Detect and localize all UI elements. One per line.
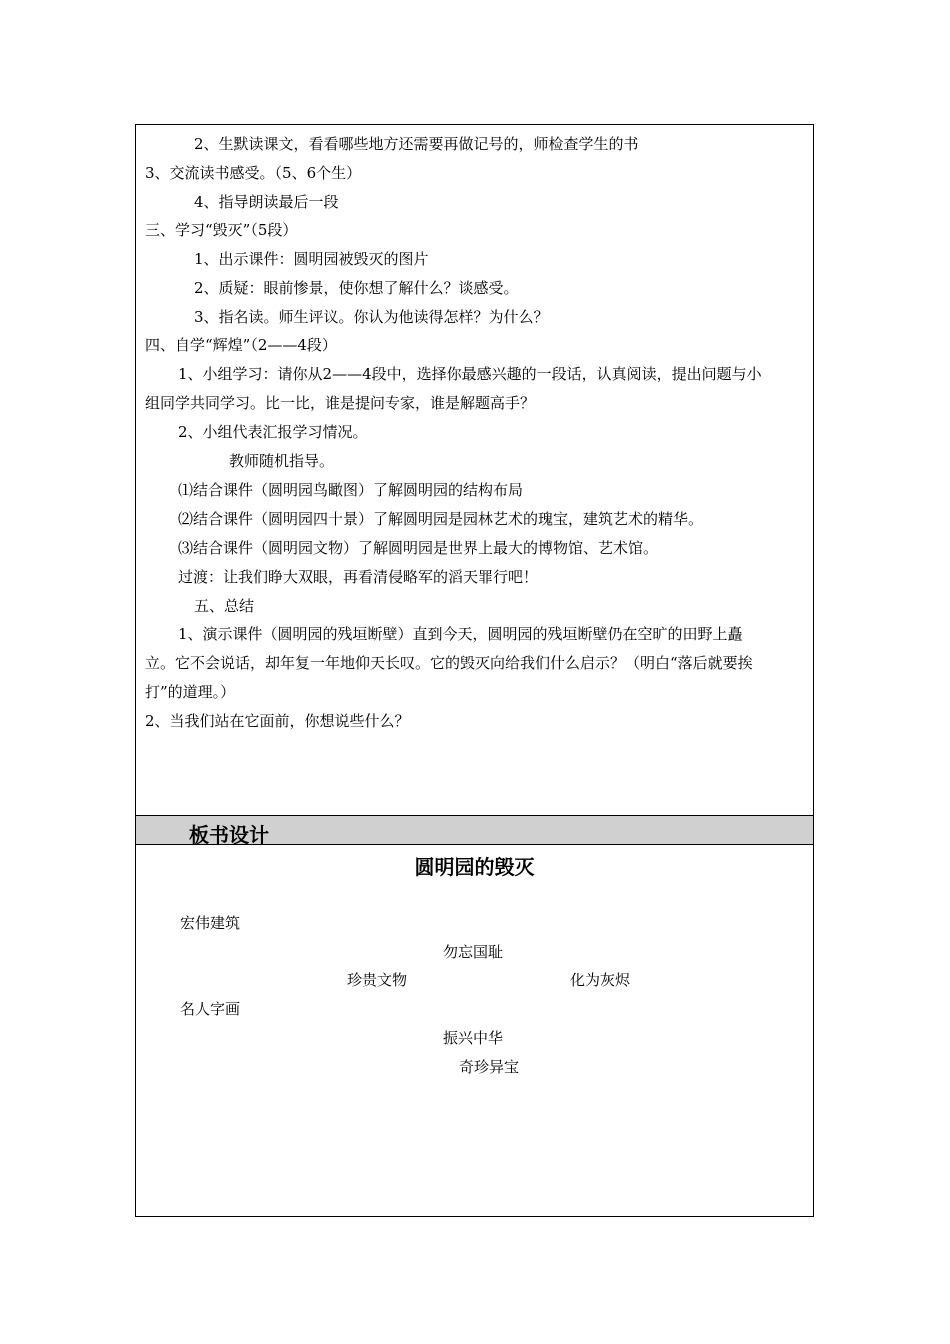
lesson-line: ⑶结合课件（圆明园文物）了解圆明园是世界上最大的博物馆、艺术馆。 bbox=[178, 539, 659, 557]
lesson-plan-table bbox=[135, 124, 814, 1217]
board-item-mid-right: 化为灰烬 bbox=[570, 971, 631, 989]
lesson-line: 3、交流读书感受。（5、6个生） bbox=[145, 164, 362, 182]
board-item-center-last: 奇珍异宝 bbox=[459, 1058, 520, 1076]
lesson-line: ⑵结合课件（圆明园四十景）了解圆明园是园林艺术的瑰宝，建筑艺术的精华。 bbox=[178, 510, 704, 528]
board-item-left-top: 宏伟建筑 bbox=[180, 914, 241, 932]
lesson-line: 1、演示课件（圆明园的残垣断壁）直到今天，圆明园的残垣断壁仍在空旷的田野上矗 bbox=[178, 625, 743, 643]
section-header-label: 板书设计 bbox=[189, 823, 269, 847]
lesson-line: 2、质疑：眼前惨景，使你想了解什么？谈感受。 bbox=[194, 279, 519, 297]
lesson-line: 立。它不会说话，却年复一年地仰天长叹。它的毁灭向给我们什么启示？（明白“落后就要挨 bbox=[145, 654, 753, 672]
lesson-line: 1、小组学习：请你从2——4段中，选择你最感兴趣的一段话，认真阅读，提出问题与小 bbox=[178, 365, 762, 383]
board-item-center-bottom: 振兴中华 bbox=[443, 1029, 504, 1047]
lesson-line: 过渡：让我们睁大双眼，再看清侵略军的滔天罪行吧！ bbox=[178, 568, 539, 586]
lesson-line: 四、自学“辉煌”（2——4段） bbox=[145, 336, 337, 354]
lesson-line: 4、指导朗读最后一段 bbox=[194, 193, 339, 211]
board-item-mid-left: 珍贵文物 bbox=[347, 971, 408, 989]
lesson-line: 2、生默读课文，看看哪些地方还需要再做记号的，师检查学生的书 bbox=[194, 135, 639, 153]
lesson-line: 2、当我们站在它面前，你想说些什么？ bbox=[145, 712, 410, 730]
lesson-line: 2、小组代表汇报学习情况。 bbox=[178, 423, 368, 441]
lesson-line: ⑴结合课件（圆明园鸟瞰图）了解圆明园的结构布局 bbox=[178, 481, 524, 499]
lesson-line: 打”的道理。） bbox=[145, 683, 236, 701]
board-item-left-bottom: 名人字画 bbox=[180, 1000, 241, 1018]
lesson-line: 组同学共同学习。比一比，谁是提问专家，谁是解题高手？ bbox=[145, 394, 536, 412]
lesson-line: 三、学习“毁灭”（5段） bbox=[145, 221, 298, 239]
board-item-center-top: 勿忘国耻 bbox=[443, 943, 504, 961]
board-design-header bbox=[136, 815, 813, 845]
board-title: 圆明园的毁灭 bbox=[414, 855, 535, 879]
lesson-line: 3、指名读。师生评议。你认为他读得怎样？为什么？ bbox=[194, 308, 549, 326]
lesson-line: 1、出示课件：圆明园被毁灭的图片 bbox=[194, 250, 429, 268]
teaching-process-section bbox=[136, 125, 813, 815]
lesson-line: 教师随机指导。 bbox=[229, 452, 335, 470]
lesson-line: 五、总结 bbox=[194, 597, 255, 615]
